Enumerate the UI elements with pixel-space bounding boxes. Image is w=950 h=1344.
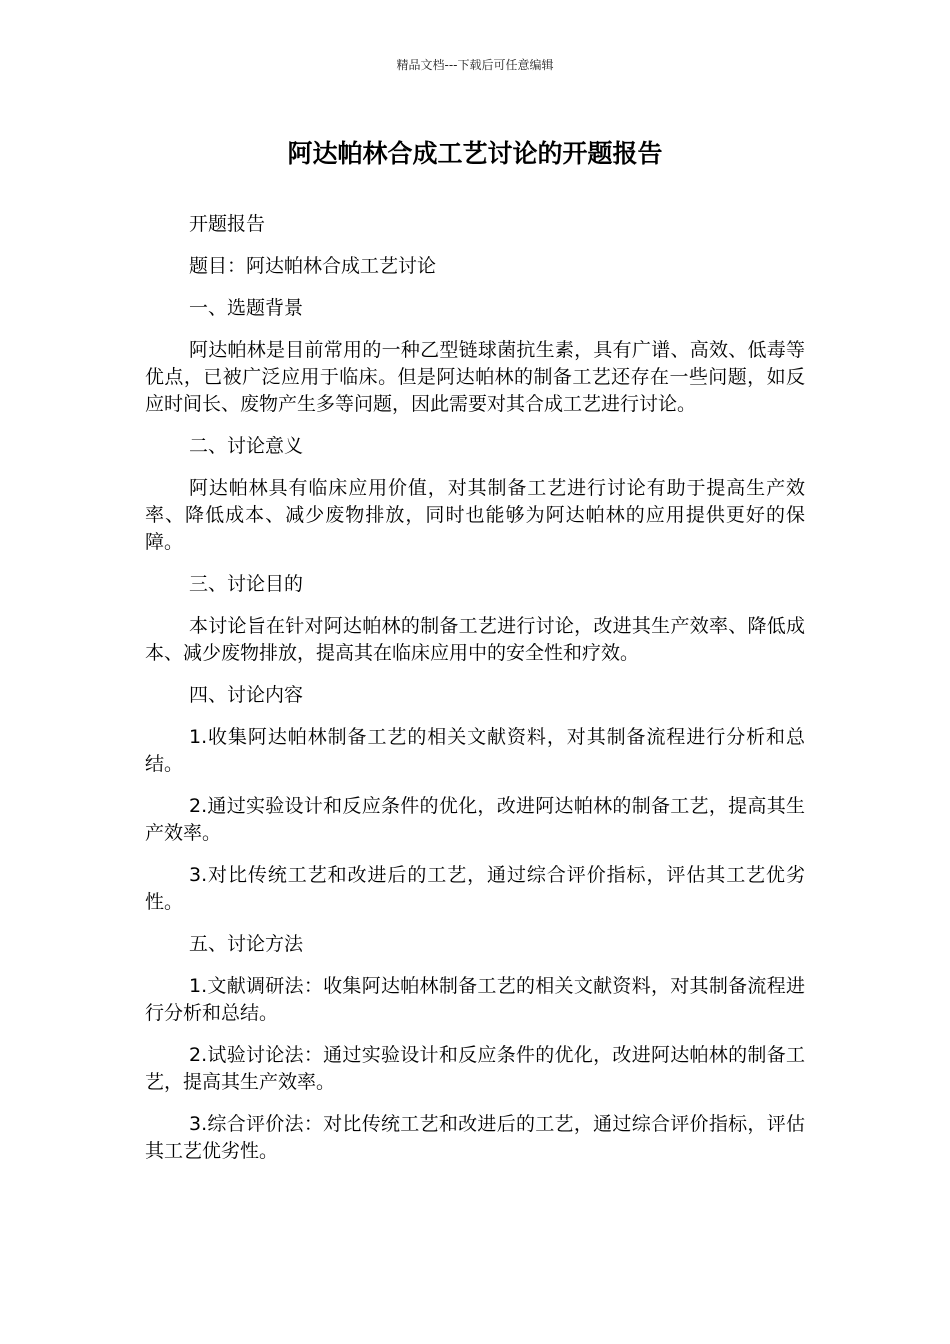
topic-line: 题目：阿达帕林合成工艺讨论 bbox=[189, 255, 437, 277]
page-header-note: 精品文档---下载后可任意编辑 bbox=[396, 58, 554, 72]
method-item-2: 2.试验讨论法：通过实验设计和反应条件的优化，改进阿达帕林的制备工艺，提高其生产效率。 bbox=[145, 1044, 805, 1093]
section-heading-objective: 三、讨论目的 bbox=[189, 573, 304, 595]
content-item-2: 2.通过实验设计和反应条件的优化，改进阿达帕林的制备工艺，提高其生产效率。 bbox=[145, 795, 805, 844]
section-heading-methods: 五、讨论方法 bbox=[189, 933, 304, 955]
document-title: 阿达帕林合成工艺讨论的开题报告 bbox=[287, 139, 663, 168]
report-label: 开题报告 bbox=[189, 213, 266, 235]
section-heading-background: 一、选题背景 bbox=[189, 297, 304, 319]
document-body bbox=[145, 211, 805, 1180]
objective-paragraph: 本讨论旨在针对阿达帕林的制备工艺进行讨论，改进其生产效率、降低成本、减少废物排放，提高其在临床应用中的安全性和疗效。 bbox=[145, 615, 805, 664]
content-item-3: 3.对比传统工艺和改进后的工艺，通过综合评价指标，评估其工艺优劣性。 bbox=[145, 864, 805, 913]
section-heading-significance: 二、讨论意义 bbox=[189, 435, 304, 457]
method-item-1: 1.文献调研法：收集阿达帕林制备工艺的相关文献资料，对其制备流程进行分析和总结。 bbox=[145, 975, 805, 1024]
content-item-1: 1.收集阿达帕林制备工艺的相关文献资料，对其制备流程进行分析和总结。 bbox=[145, 726, 805, 775]
method-item-3: 3.综合评价法：对比传统工艺和改进后的工艺，通过综合评价指标，评估其工艺优劣性。 bbox=[145, 1113, 805, 1162]
significance-paragraph: 阿达帕林具有临床应用价值，对其制备工艺进行讨论有助于提高生产效率、降低成本、减少废物排放，同时也能够为阿达帕林的应用提供更好的保障。 bbox=[145, 477, 805, 553]
section-heading-content: 四、讨论内容 bbox=[189, 684, 304, 706]
background-paragraph: 阿达帕林是目前常用的一种乙型链球菌抗生素，具有广谱、高效、低毒等优点，已被广泛应用于临床。但是阿达帕林的制备工艺还存在一些问题，如反应时间长、废物产生多等问题，因此需要对其合成工艺进行讨论。 bbox=[145, 339, 805, 415]
